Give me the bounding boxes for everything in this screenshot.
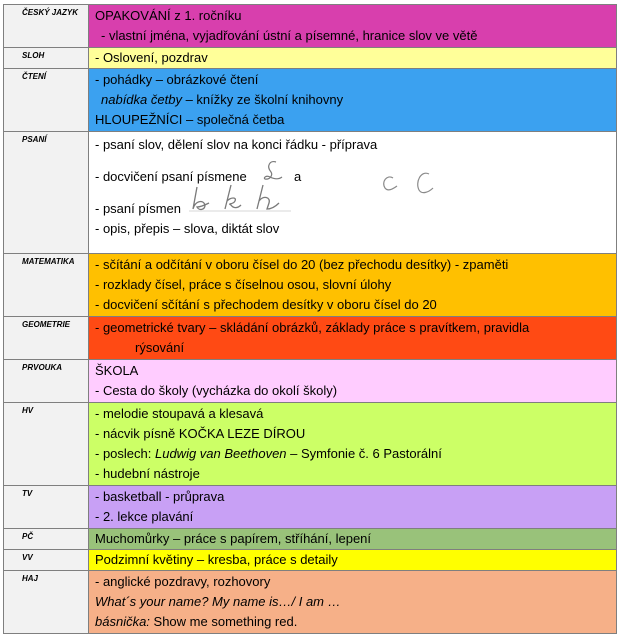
table-row	[4, 48, 617, 69]
list-item: - anglické pozdravy, rozhovory	[95, 574, 271, 589]
table-row	[4, 254, 617, 317]
list-item: - pohádky – obrázkové čtení	[95, 72, 259, 87]
subject-label: ČESKÝ JAZYK	[4, 5, 89, 48]
handwritten-letter-image	[260, 158, 286, 184]
row-content	[89, 69, 617, 132]
row-content	[89, 132, 617, 254]
list-item	[95, 199, 616, 219]
list-item: OPAKOVÁNÍ z 1. ročníku	[95, 8, 242, 23]
list-item: rýsování	[135, 340, 185, 355]
list-item: - opis, přepis – slova, diktát slov	[95, 221, 280, 236]
subject-label: VV	[4, 550, 89, 571]
list-item: - psaní slov, dělení slov na konci řádku - příprava	[95, 137, 378, 152]
list-item: What´s your name? My name is…/ I am …	[95, 594, 341, 609]
row-content	[89, 317, 617, 360]
italic-text: básnička:	[95, 614, 150, 629]
table-row	[4, 132, 617, 254]
table-row	[4, 529, 617, 550]
subject-label: MATEMATIKA	[4, 254, 89, 317]
table-row	[4, 69, 617, 132]
row-content	[89, 550, 617, 571]
row-content	[89, 571, 617, 634]
list-item: - basketball - průprava	[95, 489, 225, 504]
text: - psaní písmen	[95, 201, 181, 216]
table-row	[4, 571, 617, 634]
subject-label: HV	[4, 403, 89, 486]
italic-text: Ludwig van Beethoven	[154, 446, 287, 461]
list-item	[95, 90, 616, 110]
table-row	[4, 317, 617, 360]
list-item: - nácvik písně KOČKA LEZE DÍROU	[95, 426, 306, 441]
subject-label: GEOMETRIE	[4, 317, 89, 360]
list-item: - hudební nástroje	[95, 466, 200, 481]
table-row	[4, 486, 617, 529]
text: – knížky ze školní knihovny	[181, 92, 344, 107]
row-content	[89, 48, 617, 69]
row-content	[89, 254, 617, 317]
list-item: - sčítání a odčítání v oboru čísel do 20 (bez přechodu desítky) - zpaměti	[95, 257, 509, 272]
list-item: - 2. lekce plavání	[95, 509, 194, 524]
row-content	[89, 403, 617, 486]
subject-label: PČ	[4, 529, 89, 550]
list-item: - geometrické tvary – skládání obrázků, základy práce s pravítkem, pravidla	[95, 320, 530, 335]
list-item: HLOUPEŽNÍCI – společná četba	[95, 112, 285, 127]
list-item: - docvičení sčítání s přechodem desítky v oboru čísel do 20	[95, 297, 437, 312]
list-item: - vlastní jména, vyjadřování ústní a písemné, hranice slov ve větě	[101, 28, 478, 43]
table-row	[4, 403, 617, 486]
text: – Symfonie č. 6 Pastorální	[286, 446, 442, 461]
list-item: - rozklady čísel, práce s číselnou osou, slovní úlohy	[95, 277, 392, 292]
row-content	[89, 5, 617, 48]
table-row	[4, 5, 617, 48]
subject-label: HAJ	[4, 571, 89, 634]
row-content	[89, 486, 617, 529]
weekly-plan-table	[3, 4, 617, 634]
list-item: ŠKOLA	[95, 363, 139, 378]
text: a	[294, 169, 302, 184]
list-item: - Cesta do školy (vycházka do okolí školy)	[95, 383, 338, 398]
table-row	[4, 360, 617, 403]
list-item	[95, 612, 616, 632]
subject-label: PRVOUKA	[4, 360, 89, 403]
text: - poslech:	[95, 446, 155, 461]
subject-label: SLOH	[4, 48, 89, 69]
list-item: - Oslovení, pozdrav	[95, 50, 208, 65]
text: - docvičení psaní písmene	[95, 169, 247, 184]
subject-label: TV	[4, 486, 89, 529]
list-item: Podzimní květiny – kresba, práce s detaily	[95, 552, 338, 567]
table-row	[4, 550, 617, 571]
row-content	[89, 360, 617, 403]
list-item	[95, 167, 616, 187]
list-item	[95, 444, 616, 464]
subject-label: PSANÍ	[4, 132, 89, 254]
row-content	[89, 529, 617, 550]
subject-label: ČTENÍ	[4, 69, 89, 132]
list-item: Muchomůrky – práce s papírem, stříhání, lepení	[95, 531, 372, 546]
list-item: - melodie stoupavá a klesavá	[95, 406, 264, 421]
handwritten-letters-image	[371, 168, 451, 198]
italic-text: nabídka četby	[101, 92, 182, 107]
text: Show me something red.	[149, 614, 298, 629]
handwritten-letters-image	[187, 183, 295, 215]
